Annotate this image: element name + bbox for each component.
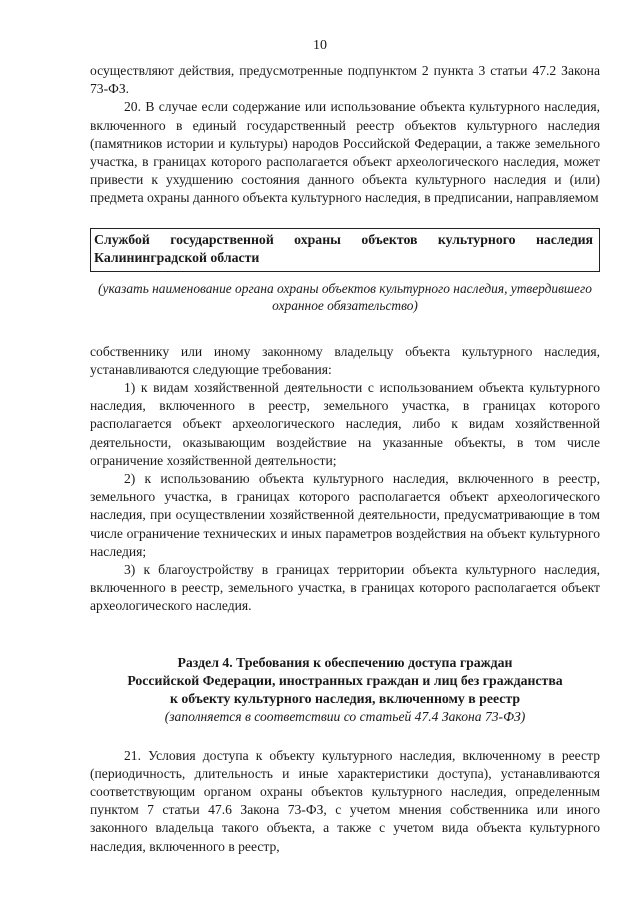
page-number: 10 [313,38,327,53]
authority-instruction-note: (указать наименование органа охраны объектов культурного наследия, утвердившего охранное обязательство) [98,280,592,314]
section-fill-note: (заполняется в соответствии со статьей 47.4 Закона 73-ФЗ) [164,708,526,724]
requirement-item-1: 1) к видам хозяйственной деятельности с использованием объекта культурного наследия, включенного в реестр, земельного участка, в границах которого располагается объект археологического наследия, либо к видам хозяйственной деятельности, оказывающим воздействие на указанные объекты, в том числе ограничение хозяйственной деятельности; [90,380,600,468]
paragraph-requirements-intro: собственнику или иному законному владельцу объекта культурного наследия, устанавливаются следующие требования: [90,343,600,377]
section-4-heading [90,654,600,726]
paragraph-21: 21. Условия доступа к объекту культурного наследия, включенному в реестр (периодичность, длительность и иные характеристики доступа), устанавливаются соответствующим органом охраны объектов культурного наследия, определенным пунктом 7 статьи 47.6 Закона 73-ФЗ, с учетом мнения собственника или иного законного владельца такого объекта, а также с учетом вида объекта культурного наследия, включенного в реестр, [90,747,600,854]
authority-name-box: Службой государственной охраны объектов культурного наследия Калининградской области [90,228,600,272]
section-title-line: Раздел 4. Требования к обеспечению доступа граждан [177,654,513,670]
section-title-line: к объекту культурного наследия, включенному в реестр [169,690,521,706]
document-body [90,62,600,856]
paragraph-20: 20. В случае если содержание или использование объекта культурного наследия, включенного в единый государственный реестр объектов культурного наследия (памятников истории и культуры) народов Российской Федерации, а также земельного участка, в границах которого располагается объект археологического наследия, может привести к ухудшению состояния данного объекта культурного наследия и (или) предмета охраны данного объекта культурного наследия, в предписании, направляемом [90,99,600,206]
paragraph-continuation: осуществляют действия, предусмотренные подпунктом 2 пункта 3 статьи 47.2 Закона 73-ФЗ. [90,63,600,97]
section-title-line: Российской Федерации, иностранных граждан и лиц без гражданства [127,672,563,688]
requirement-item-3: 3) к благоустройству в границах территории объекта культурного наследия, включенного в реестр, земельного участка, в границах которого располагается объект археологического наследия. [90,562,600,614]
requirement-item-2: 2) к использованию объекта культурного наследия, включенного в реестр, земельного участка, в границах которого располагается объект археологического наследия, при осуществлении хозяйственной деятельности, предусматривающие в том числе ограничение технических и иных параметров воздействия на объект культурного наследия; [90,471,600,559]
